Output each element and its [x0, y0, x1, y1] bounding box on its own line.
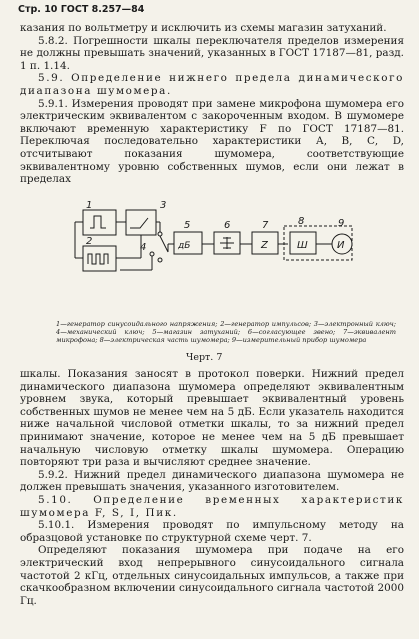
paragraph-5-9-2: 5.9.2. Нижний предел динамического диапазона шумомера не должен превышать значения, указанного изготовителем. — [20, 468, 404, 494]
num-8: 8 — [298, 216, 305, 227]
num-5: 5 — [184, 220, 191, 231]
label-db: дБ — [178, 241, 191, 251]
num-7: 7 — [262, 220, 269, 231]
figure-caption: 1—генератор синусоидального напряжения; 2—генератор импульсов; 3—электронный ключ; 4—механический ключ; 5—магазин затуханий; 6—согласующее звено; 7—эквивалент микрофона; 8—электрическая часть шумомера; 9—измерительный прибор шумомера — [56, 320, 396, 345]
num-3: 3 — [160, 200, 167, 211]
paragraph-5-8-2: 5.8.2. Погрешности шкалы переключателя пределов измерения не должны превышать значений, указанных в ГОСТ 17187—81, разд. 1 п. 1.14. — [20, 34, 404, 72]
paragraph-5-9-1: 5.9.1. Измерения проводят при замене микрофона шумомера его электрическим эквивалентом с закороченным входом. В шумомере включают временную характеристику F по ГОСТ 17187—81. Переключая последовательно характеристики А, В, С, D, отсчитывают показания шумомера, соответствующие эквивалентному уровню собственных шумов, если они лежат в пределах — [20, 97, 404, 186]
paragraph-continuation: казания по вольтметру и исключить из схемы магазин затуханий. — [20, 22, 387, 34]
paragraph-5-10-1: 5.10.1. Измерения проводят по импульсному методу на образцовой установке по структурной схеме черт. 7. — [20, 519, 404, 544]
page-header: Стр. 10 ГОСТ 8.257—84 — [18, 4, 145, 15]
figure-label: Черт. 7 — [186, 352, 223, 363]
label-v: И — [337, 240, 345, 251]
paragraph-procedure: Определяют показания шумомера при подаче на его электрический вход непрерывного синусоидального сигнала частотой 2 кГц, отдельных синусоидальных импульсов, а также при скачкообразном включении синусоидального сигнала частотой 2000 Гц. — [20, 544, 404, 607]
paragraph-scale: шкалы. Показания заносят в протокол поверки. Нижний предел динамического диапазона шумомера определяют эквивалентным уровнем звука, который превышает эквивалентный уровень собственных шумов не менее чем на 5 дБ. Если указатель находится ниже начальной числовой отметки шкалы, то за нижний предел принимают значение, которое не менее чем на 5 дБ превышает начальную числовую отметку шкалы шумомера. Операцию повторяют три раза и вычисляют среднее значение. — [20, 368, 404, 469]
num-4: 4 — [140, 242, 147, 253]
label-z: Z — [261, 240, 268, 251]
num-1: 1 — [86, 200, 93, 211]
num-6: 6 — [224, 220, 231, 231]
heading-5-9: 5.9. Определение нижнего предела динамического диапазона шумомера. — [20, 72, 404, 97]
heading-5-10: 5.10. Определение временных характеристик шумомера F, S, I, Пик. — [20, 493, 404, 519]
label-sh: Ш — [297, 240, 308, 251]
block-1-sine-generator — [83, 210, 116, 235]
bottom-text-block — [20, 368, 404, 607]
num-9: 9 — [338, 218, 345, 229]
block-3-electronic-switch — [126, 210, 156, 235]
num-2: 2 — [86, 236, 93, 247]
